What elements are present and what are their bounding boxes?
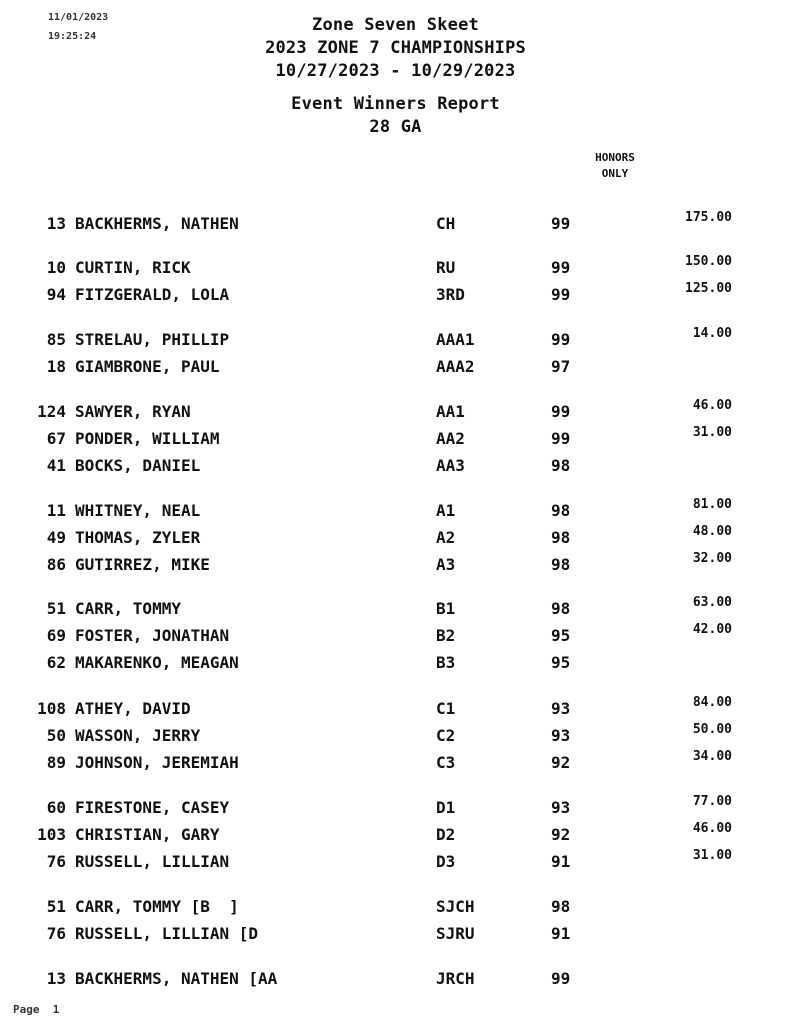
score: 92 <box>551 753 571 772</box>
shooter-number: 49 <box>46 528 66 547</box>
table-row <box>0 497 791 522</box>
shooter-number: 108 <box>37 699 66 718</box>
score: 99 <box>551 330 571 349</box>
honors-amount: 175.00 <box>685 210 732 225</box>
shooter-name: THOMAS, ZYLER <box>75 528 201 547</box>
score: 91 <box>551 924 571 943</box>
class-award: A2 <box>436 528 456 547</box>
page-footer <box>13 1003 59 1016</box>
class-award: 3RD <box>436 285 465 304</box>
event-title: 2023 ZONE 7 CHAMPIONSHIPS <box>265 38 526 58</box>
score: 98 <box>551 456 571 475</box>
shooter-name: ATHEY, DAVID <box>75 699 191 718</box>
table-row <box>0 398 791 423</box>
shooter-number: 18 <box>46 357 66 376</box>
table-row <box>0 848 791 873</box>
shooter-number: 41 <box>46 456 66 475</box>
shooter-number: 86 <box>46 555 66 574</box>
honors-header-line1: HONORS <box>595 151 635 164</box>
class-award: JRCH <box>436 969 475 988</box>
table-row <box>0 281 791 306</box>
honors-amount: 125.00 <box>685 281 732 296</box>
table-row <box>0 356 791 378</box>
table-row <box>0 821 791 846</box>
shooter-number: 94 <box>46 285 66 304</box>
gauge-title: 28 GA <box>369 117 422 137</box>
shooter-name: SAWYER, RYAN <box>75 402 191 421</box>
score: 98 <box>551 897 571 916</box>
honors-amount: 46.00 <box>692 398 732 413</box>
shooter-name: FOSTER, JONATHAN <box>75 626 230 645</box>
class-award: SJCH <box>436 897 475 916</box>
table-row <box>0 622 791 647</box>
shooter-number: 13 <box>46 214 66 233</box>
shooter-name: FIRESTONE, CASEY <box>75 798 230 817</box>
table-row <box>0 254 791 279</box>
class-award: D3 <box>436 852 456 871</box>
class-award: B3 <box>436 653 456 672</box>
shooter-name: CHRISTIAN, GARY <box>75 825 220 844</box>
table-row <box>0 923 791 945</box>
score: 99 <box>551 402 571 421</box>
shooter-number: 51 <box>46 897 66 916</box>
class-award: CH <box>436 214 456 233</box>
score: 93 <box>551 726 571 745</box>
shooter-name: GUTIRREZ, MIKE <box>75 555 210 574</box>
honors-amount: 48.00 <box>692 524 732 539</box>
page-number: 1 <box>52 1003 60 1016</box>
score: 92 <box>551 825 571 844</box>
table-row <box>0 722 791 747</box>
shooter-number: 89 <box>46 753 66 772</box>
shooter-number: 124 <box>37 402 66 421</box>
class-award: SJRU <box>436 924 475 943</box>
honors-amount: 32.00 <box>692 551 732 566</box>
shooter-number: 50 <box>46 726 66 745</box>
class-award: AA1 <box>436 402 465 421</box>
shooter-number: 76 <box>46 924 66 943</box>
shooter-name: STRELAU, PHILLIP <box>75 330 230 349</box>
shooter-number: 11 <box>46 501 66 520</box>
score: 99 <box>551 429 571 448</box>
score: 99 <box>551 258 571 277</box>
score: 91 <box>551 852 571 871</box>
score: 95 <box>551 653 571 672</box>
shooter-name: PONDER, WILLIAM <box>75 429 220 448</box>
shooter-name: BACKHERMS, NATHEN [AA <box>75 969 278 988</box>
shooter-name: BOCKS, DANIEL <box>75 456 201 475</box>
club-title: Zone Seven Skeet <box>312 15 479 35</box>
table-row <box>0 425 791 450</box>
report-title: Event Winners Report <box>291 94 500 114</box>
score: 99 <box>551 285 571 304</box>
score: 93 <box>551 798 571 817</box>
class-award: D2 <box>436 825 456 844</box>
honors-amount: 42.00 <box>692 622 732 637</box>
table-row <box>0 896 791 918</box>
shooter-name: WHITNEY, NEAL <box>75 501 201 520</box>
honors-amount: 84.00 <box>692 695 732 710</box>
score: 97 <box>551 357 571 376</box>
honors-amount: 46.00 <box>692 821 732 836</box>
shooter-name: CARR, TOMMY [B ] <box>75 897 239 916</box>
table-row <box>0 794 791 819</box>
shooter-name: RUSSELL, LILLIAN [D <box>75 924 259 943</box>
score: 95 <box>551 626 571 645</box>
print-date: 11/01/2023 <box>48 12 109 23</box>
shooter-number: 67 <box>46 429 66 448</box>
shooter-number: 69 <box>46 626 66 645</box>
shooter-name: MAKARENKO, MEAGAN <box>75 653 239 672</box>
table-row <box>0 455 791 477</box>
shooter-name: RUSSELL, LILLIAN <box>75 852 230 871</box>
shooter-name: GIAMBRONE, PAUL <box>75 357 220 376</box>
honors-amount: 34.00 <box>692 749 732 764</box>
shooter-name: CARR, TOMMY <box>75 599 181 618</box>
score: 98 <box>551 599 571 618</box>
honors-amount: 50.00 <box>692 722 732 737</box>
score: 99 <box>551 969 571 988</box>
event-dates: 10/27/2023 - 10/29/2023 <box>275 61 516 81</box>
class-award: AA3 <box>436 456 465 475</box>
honors-amount: 150.00 <box>685 254 732 269</box>
score: 98 <box>551 501 571 520</box>
table-row <box>0 968 791 990</box>
class-award: C1 <box>436 699 456 718</box>
table-row <box>0 210 791 235</box>
class-award: AAA2 <box>436 357 475 376</box>
honors-amount: 31.00 <box>692 425 732 440</box>
shooter-name: BACKHERMS, NATHEN <box>75 214 239 233</box>
class-award: C2 <box>436 726 456 745</box>
table-row <box>0 551 791 576</box>
shooter-number: 13 <box>46 969 66 988</box>
shooter-number: 76 <box>46 852 66 871</box>
table-row <box>0 749 791 774</box>
class-award: D1 <box>436 798 456 817</box>
honors-amount: 14.00 <box>692 326 732 341</box>
shooter-name: WASSON, JERRY <box>75 726 201 745</box>
shooter-name: FITZGERALD, LOLA <box>75 285 230 304</box>
shooter-number: 103 <box>37 825 66 844</box>
class-award: A3 <box>436 555 456 574</box>
class-award: C3 <box>436 753 456 772</box>
score: 93 <box>551 699 571 718</box>
shooter-number: 51 <box>46 599 66 618</box>
page-label: Page <box>13 1003 40 1016</box>
honors-header-line2: ONLY <box>601 167 629 180</box>
shooter-number: 60 <box>46 798 66 817</box>
table-row <box>0 326 791 351</box>
print-time: 19:25:24 <box>48 31 97 42</box>
table-row <box>0 695 791 720</box>
score: 98 <box>551 555 571 574</box>
honors-only-header <box>560 150 670 182</box>
score: 98 <box>551 528 571 547</box>
shooter-name: JOHNSON, JEREMIAH <box>75 753 239 772</box>
class-award: B1 <box>436 599 456 618</box>
honors-amount: 63.00 <box>692 595 732 610</box>
table-row <box>0 595 791 620</box>
table-row <box>0 652 791 674</box>
class-award: A1 <box>436 501 456 520</box>
shooter-name: CURTIN, RICK <box>75 258 191 277</box>
honors-amount: 81.00 <box>692 497 732 512</box>
shooter-number: 10 <box>46 258 66 277</box>
shooter-number: 62 <box>46 653 66 672</box>
honors-amount: 77.00 <box>692 794 732 809</box>
class-award: RU <box>436 258 456 277</box>
class-award: AA2 <box>436 429 465 448</box>
table-row <box>0 524 791 549</box>
shooter-number: 85 <box>46 330 66 349</box>
honors-amount: 31.00 <box>692 848 732 863</box>
score: 99 <box>551 214 571 233</box>
class-award: B2 <box>436 626 456 645</box>
class-award: AAA1 <box>436 330 475 349</box>
